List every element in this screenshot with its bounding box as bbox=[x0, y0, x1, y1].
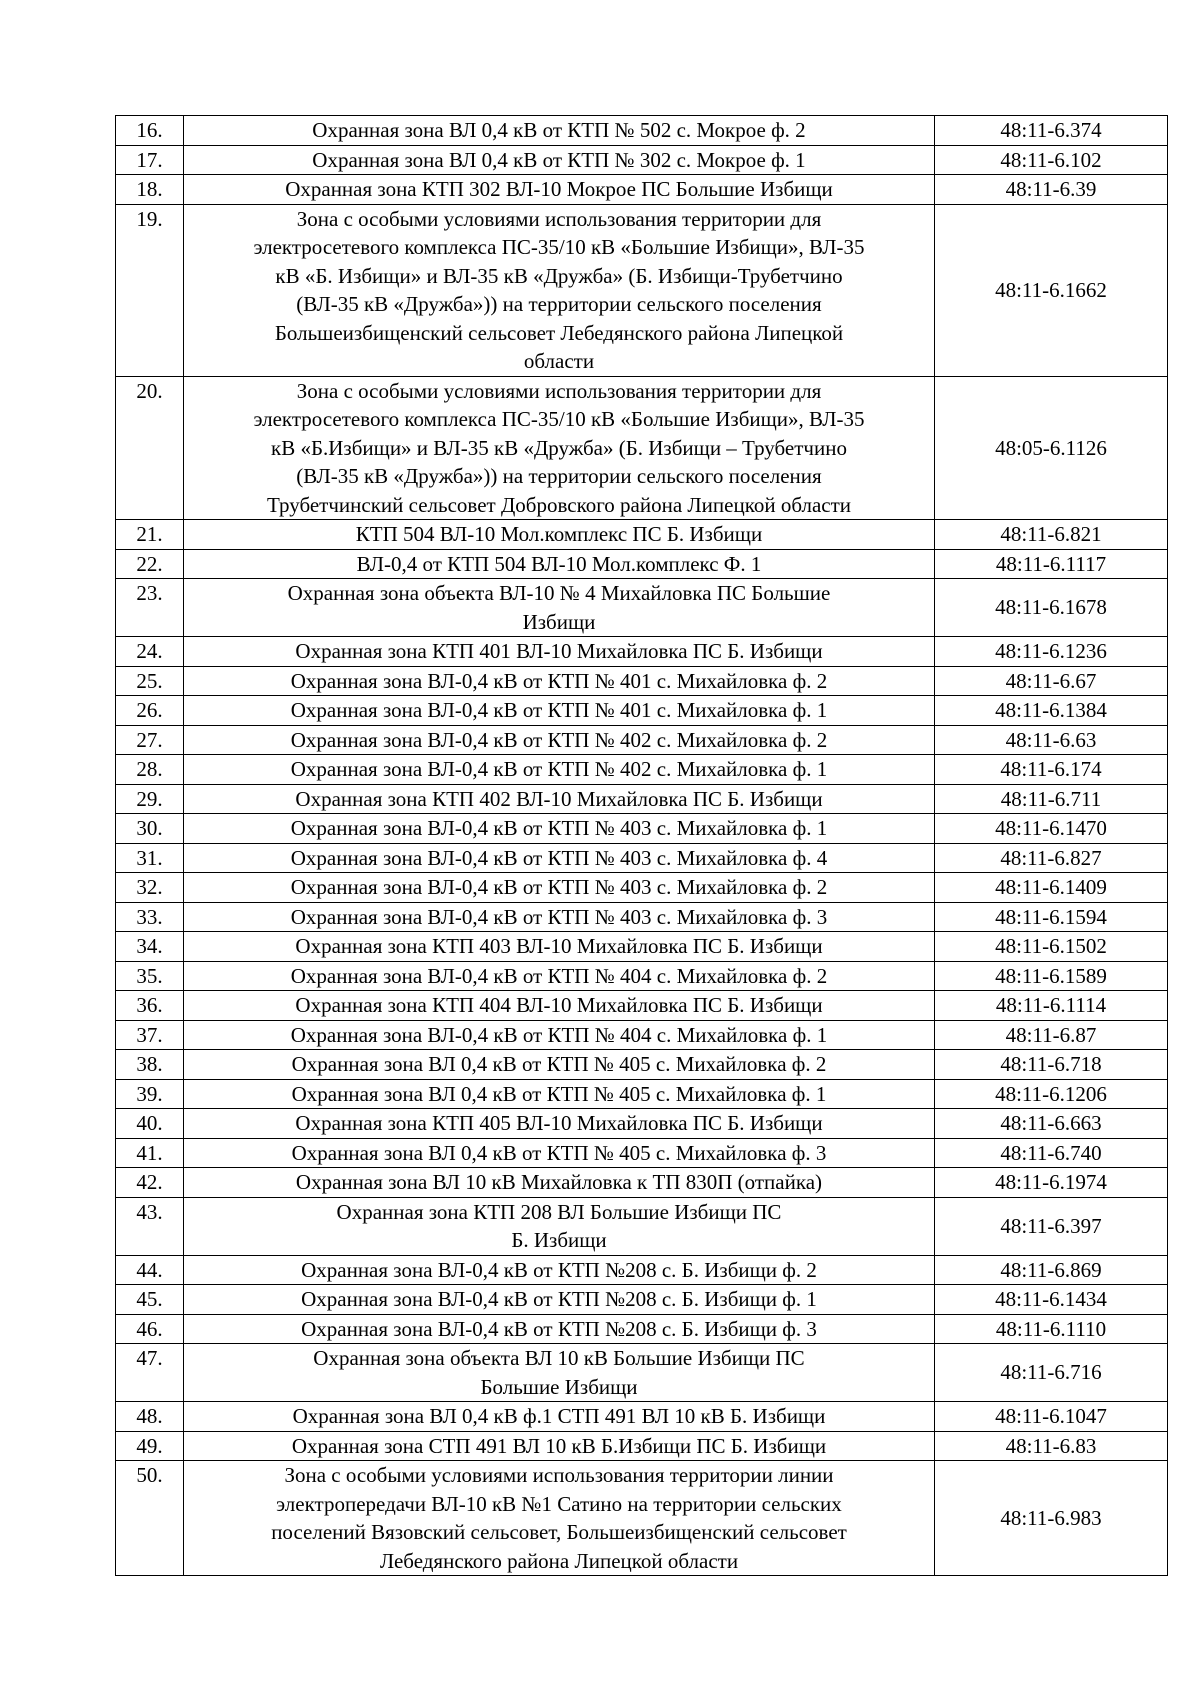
zones-table bbox=[115, 115, 1168, 1576]
zone-name bbox=[184, 725, 935, 755]
zone-name-text: Охранная зона ВЛ-0,4 кВ от КТП №208 с. Б. Избищи ф. 3 bbox=[301, 1316, 817, 1341]
zone-name-text: Охранная зона ВЛ-0,4 кВ от КТП № 404 с. Михайловка ф. 1 bbox=[290, 1022, 828, 1047]
zone-name bbox=[184, 696, 935, 726]
table-row bbox=[116, 873, 1168, 903]
table-row bbox=[116, 549, 1168, 579]
zone-registry-number: 48:11-6.83 bbox=[935, 1431, 1168, 1461]
table-row bbox=[116, 116, 1168, 146]
zone-name-text: Охранная зона ВЛ 0,4 кВ от КТП № 405 с. Михайловка ф. 1 bbox=[291, 1081, 827, 1106]
table-row bbox=[116, 1314, 1168, 1344]
row-number: 48. bbox=[116, 1402, 184, 1432]
zones-table-body bbox=[116, 116, 1168, 1576]
zone-name bbox=[184, 1079, 935, 1109]
zone-registry-number: 48:11-6.67 bbox=[935, 666, 1168, 696]
zone-name-text: Охранная зона ВЛ-0,4 кВ от КТП № 403 с. Михайловка ф. 3 bbox=[290, 904, 828, 929]
zone-name-text: Охранная зона ВЛ 0,4 кВ от КТП № 302 с. Мокрое ф. 1 bbox=[312, 147, 806, 172]
zone-registry-number: 48:11-6.740 bbox=[935, 1138, 1168, 1168]
zone-name bbox=[184, 637, 935, 667]
table-row bbox=[116, 376, 1168, 520]
zone-name-text: Охранная зона ВЛ-0,4 кВ от КТП № 404 с. Михайловка ф. 2 bbox=[290, 963, 828, 988]
zone-name-text: Охранная зона СТП 491 ВЛ 10 кВ Б.Избищи ПС Б. Избищи bbox=[291, 1433, 827, 1458]
table-row bbox=[116, 725, 1168, 755]
zone-name bbox=[184, 1314, 935, 1344]
zone-registry-number: 48:11-6.63 bbox=[935, 725, 1168, 755]
row-number: 28. bbox=[116, 755, 184, 785]
zone-name bbox=[184, 1461, 935, 1576]
row-number: 36. bbox=[116, 991, 184, 1021]
table-row bbox=[116, 843, 1168, 873]
zone-name-text: Охранная зона КТП 401 ВЛ-10 Михайловка ПС Б. Избищи bbox=[295, 639, 823, 663]
table-row bbox=[116, 932, 1168, 962]
zone-name-text: КТП 504 ВЛ-10 Мол.комплекс ПС Б. Избищи bbox=[355, 522, 763, 546]
table-row bbox=[116, 1402, 1168, 1432]
row-number: 32. bbox=[116, 873, 184, 903]
row-number: 26. bbox=[116, 696, 184, 726]
row-number: 22. bbox=[116, 549, 184, 579]
zone-name bbox=[184, 579, 935, 637]
row-number: 45. bbox=[116, 1285, 184, 1315]
zone-name-text: Охранная зона ВЛ 0,4 кВ ф.1 СТП 491 ВЛ 10 кВ Б. Избищи bbox=[292, 1404, 826, 1428]
table-row bbox=[116, 637, 1168, 667]
zone-name bbox=[184, 549, 935, 579]
table-row bbox=[116, 1285, 1168, 1315]
zone-name-text: Охранная зона ВЛ 0,4 кВ от КТП № 502 с. Мокрое ф. 2 bbox=[312, 118, 806, 142]
row-number: 18. bbox=[116, 175, 184, 205]
row-number: 49. bbox=[116, 1431, 184, 1461]
table-row bbox=[116, 961, 1168, 991]
row-number: 43. bbox=[116, 1197, 184, 1255]
zone-name-text: ВЛ-0,4 от КТП 504 ВЛ-10 Мол.комплекс Ф. 1 bbox=[356, 551, 762, 576]
zone-name bbox=[184, 1168, 935, 1198]
row-number: 35. bbox=[116, 961, 184, 991]
zone-name-text: Охранная зона ВЛ-0,4 кВ от КТП № 402 с. Михайловка ф. 1 bbox=[290, 757, 828, 781]
row-number: 38. bbox=[116, 1050, 184, 1080]
zone-name-text: Охранная зона ВЛ-0,4 кВ от КТП № 403 с. Михайловка ф. 2 bbox=[290, 875, 828, 899]
table-row bbox=[116, 1344, 1168, 1402]
zone-registry-number: 48:11-6.1470 bbox=[935, 814, 1168, 844]
table-row bbox=[116, 814, 1168, 844]
table-row bbox=[116, 1020, 1168, 1050]
zone-registry-number: 48:11-6.1678 bbox=[935, 579, 1168, 637]
zone-name-text: Охранная зона ВЛ-0,4 кВ от КТП № 402 с. Михайловка ф. 2 bbox=[290, 727, 828, 752]
zone-registry-number: 48:11-6.1662 bbox=[935, 204, 1168, 376]
row-number: 20. bbox=[116, 376, 184, 520]
table-row bbox=[116, 1138, 1168, 1168]
table-row bbox=[116, 1079, 1168, 1109]
row-number: 25. bbox=[116, 666, 184, 696]
row-number: 31. bbox=[116, 843, 184, 873]
zone-registry-number: 48:11-6.1974 bbox=[935, 1168, 1168, 1198]
zone-name bbox=[184, 1197, 935, 1255]
row-number: 41. bbox=[116, 1138, 184, 1168]
zone-name bbox=[184, 1050, 935, 1080]
zone-registry-number: 48:11-6.1502 bbox=[935, 932, 1168, 962]
zone-registry-number: 48:11-6.1206 bbox=[935, 1079, 1168, 1109]
zone-name bbox=[184, 520, 935, 550]
zone-registry-number: 48:11-6.663 bbox=[935, 1109, 1168, 1139]
zone-registry-number: 48:11-6.869 bbox=[935, 1255, 1168, 1285]
zone-name bbox=[184, 843, 935, 873]
zone-name-text: Охранная зона ВЛ-0,4 кВ от КТП № 401 с. Михайловка ф. 2 bbox=[290, 668, 828, 693]
table-row bbox=[116, 755, 1168, 785]
table-row bbox=[116, 1431, 1168, 1461]
zone-name bbox=[184, 1402, 935, 1432]
row-number: 23. bbox=[116, 579, 184, 637]
zone-name bbox=[184, 1344, 935, 1402]
row-number: 34. bbox=[116, 932, 184, 962]
table-row bbox=[116, 902, 1168, 932]
row-number: 46. bbox=[116, 1314, 184, 1344]
row-number: 37. bbox=[116, 1020, 184, 1050]
zone-name-text: Охранная зона КТП 302 ВЛ-10 Мокрое ПС Большие Избищи bbox=[285, 177, 833, 201]
row-number: 47. bbox=[116, 1344, 184, 1402]
row-number: 16. bbox=[116, 116, 184, 146]
zone-name-text: Охранная зона ВЛ-0,4 кВ от КТП №208 с. Б. Избищи ф. 2 bbox=[301, 1257, 817, 1282]
zone-name bbox=[184, 145, 935, 175]
zone-name-text: Охранная зона объекта ВЛ 10 кВ Большие Избищи ПС Большие Избищи bbox=[313, 1346, 805, 1399]
zone-name-text: Зона с особыми условиями использования территории для электросетевого комплекса ПС-35/10 кВ «Большие Избищи», ВЛ-35 кВ «Б. Избищи» и ВЛ-35 кВ «Дружба» (Б. Избищи-Трубетчино (ВЛ-35 кВ «Дружба»)) на территории сельского поселения Большеизбищенский сельсовет Лебедянского района Липецкой области bbox=[253, 206, 865, 373]
zone-registry-number: 48:11-6.711 bbox=[935, 784, 1168, 814]
zone-registry-number: 48:11-6.1110 bbox=[935, 1314, 1168, 1344]
zone-name bbox=[184, 961, 935, 991]
zone-registry-number: 48:11-6.821 bbox=[935, 520, 1168, 550]
zone-name-text: Охранная зона КТП 405 ВЛ-10 Михайловка ПС Б. Избищи bbox=[295, 1111, 823, 1135]
zone-name-text: Охранная зона ВЛ-0,4 кВ от КТП № 403 с. Михайловка ф. 1 bbox=[290, 816, 828, 840]
table-row bbox=[116, 1168, 1168, 1198]
zone-registry-number: 48:11-6.1384 bbox=[935, 696, 1168, 726]
row-number: 27. bbox=[116, 725, 184, 755]
zone-name bbox=[184, 991, 935, 1021]
zone-name-text: Охранная зона КТП 403 ВЛ-10 Михайловка ПС Б. Избищи bbox=[295, 934, 823, 958]
zone-name-text: Охранная зона ВЛ 0,4 кВ от КТП № 405 с. Михайловка ф. 3 bbox=[291, 1140, 827, 1165]
row-number: 33. bbox=[116, 902, 184, 932]
zone-name bbox=[184, 784, 935, 814]
zone-name-text: Охранная зона объекта ВЛ-10 № 4 Михайловка ПС Большие Избищи bbox=[287, 581, 831, 634]
zone-registry-number: 48:11-6.716 bbox=[935, 1344, 1168, 1402]
row-number: 44. bbox=[116, 1255, 184, 1285]
zone-name-text: Зона с особыми условиями использования территории линии электропередачи ВЛ-10 кВ №1 Сатино на территории сельских поселений Вязовский сельсовет, Большеизбищенский сельсовет Лебедянского района Липецкой области bbox=[271, 1463, 847, 1573]
zone-registry-number: 48:11-6.1114 bbox=[935, 991, 1168, 1021]
zone-name-text: Охранная зона ВЛ-0,4 кВ от КТП №208 с. Б. Избищи ф. 1 bbox=[301, 1287, 817, 1311]
row-number: 21. bbox=[116, 520, 184, 550]
zone-registry-number: 48:11-6.718 bbox=[935, 1050, 1168, 1080]
row-number: 17. bbox=[116, 145, 184, 175]
table-row bbox=[116, 784, 1168, 814]
table-row bbox=[116, 145, 1168, 175]
zone-name-text: Охранная зона КТП 404 ВЛ-10 Михайловка ПС Б. Избищи bbox=[295, 993, 823, 1017]
zone-registry-number: 48:11-6.1594 bbox=[935, 902, 1168, 932]
table-row bbox=[116, 520, 1168, 550]
zone-name bbox=[184, 204, 935, 376]
zone-name-text: Охранная зона КТП 402 ВЛ-10 Михайловка ПС Б. Избищи bbox=[295, 786, 823, 811]
zone-name bbox=[184, 902, 935, 932]
zone-name-text: Охранная зона ВЛ 10 кВ Михайловка к ТП 830П (отпайка) bbox=[295, 1170, 823, 1194]
zone-name bbox=[184, 1285, 935, 1315]
table-row bbox=[116, 991, 1168, 1021]
zone-registry-number: 48:11-6.397 bbox=[935, 1197, 1168, 1255]
zone-name bbox=[184, 116, 935, 146]
row-number: 39. bbox=[116, 1079, 184, 1109]
row-number: 42. bbox=[116, 1168, 184, 1198]
zone-name bbox=[184, 814, 935, 844]
zone-registry-number: 48:05-6.1126 bbox=[935, 376, 1168, 520]
zone-name bbox=[184, 376, 935, 520]
table-row bbox=[116, 175, 1168, 205]
row-number: 29. bbox=[116, 784, 184, 814]
row-number: 30. bbox=[116, 814, 184, 844]
zone-name bbox=[184, 1020, 935, 1050]
zone-name-text: Охранная зона КТП 208 ВЛ Большие Избищи ПС Б. Избищи bbox=[336, 1199, 782, 1252]
zone-registry-number: 48:11-6.374 bbox=[935, 116, 1168, 146]
zone-registry-number: 48:11-6.1236 bbox=[935, 637, 1168, 667]
zone-name-text: Зона с особыми условиями использования территории для электросетевого комплекса ПС-35/10 кВ «Большие Избищи», ВЛ-35 кВ «Б.Избищи» и ВЛ-35 кВ «Дружба» (Б. Избищи – Трубетчино (ВЛ-35 кВ «Дружба»)) на территории сельского поселения Трубетчинский сельсовет Добровского района Липецкой области bbox=[253, 378, 865, 517]
row-number: 50. bbox=[116, 1461, 184, 1576]
zone-name-text: Охранная зона ВЛ-0,4 кВ от КТП № 401 с. Михайловка ф. 1 bbox=[290, 698, 828, 722]
zone-name bbox=[184, 755, 935, 785]
zone-name bbox=[184, 1109, 935, 1139]
table-row bbox=[116, 1255, 1168, 1285]
zone-name-text: Охранная зона ВЛ-0,4 кВ от КТП № 403 с. Михайловка ф. 4 bbox=[290, 845, 828, 870]
row-number: 19. bbox=[116, 204, 184, 376]
zone-registry-number: 48:11-6.1434 bbox=[935, 1285, 1168, 1315]
row-number: 24. bbox=[116, 637, 184, 667]
zone-registry-number: 48:11-6.102 bbox=[935, 145, 1168, 175]
zone-name bbox=[184, 932, 935, 962]
table-row bbox=[116, 579, 1168, 637]
zone-name-text: Охранная зона ВЛ 0,4 кВ от КТП № 405 с. Михайловка ф. 2 bbox=[291, 1052, 827, 1076]
zone-name bbox=[184, 873, 935, 903]
zone-name bbox=[184, 1255, 935, 1285]
zone-registry-number: 48:11-6.39 bbox=[935, 175, 1168, 205]
zone-name bbox=[184, 1431, 935, 1461]
table-row bbox=[116, 696, 1168, 726]
table-row bbox=[116, 666, 1168, 696]
table-row bbox=[116, 1461, 1168, 1576]
zone-name bbox=[184, 1138, 935, 1168]
zone-registry-number: 48:11-6.87 bbox=[935, 1020, 1168, 1050]
zone-registry-number: 48:11-6.983 bbox=[935, 1461, 1168, 1576]
table-row bbox=[116, 1197, 1168, 1255]
row-number: 40. bbox=[116, 1109, 184, 1139]
zone-registry-number: 48:11-6.1409 bbox=[935, 873, 1168, 903]
table-row bbox=[116, 1109, 1168, 1139]
zone-registry-number: 48:11-6.1117 bbox=[935, 549, 1168, 579]
zone-registry-number: 48:11-6.1047 bbox=[935, 1402, 1168, 1432]
zone-registry-number: 48:11-6.174 bbox=[935, 755, 1168, 785]
table-row bbox=[116, 204, 1168, 376]
zone-registry-number: 48:11-6.827 bbox=[935, 843, 1168, 873]
table-row bbox=[116, 1050, 1168, 1080]
zone-registry-number: 48:11-6.1589 bbox=[935, 961, 1168, 991]
zone-name bbox=[184, 175, 935, 205]
zone-name bbox=[184, 666, 935, 696]
